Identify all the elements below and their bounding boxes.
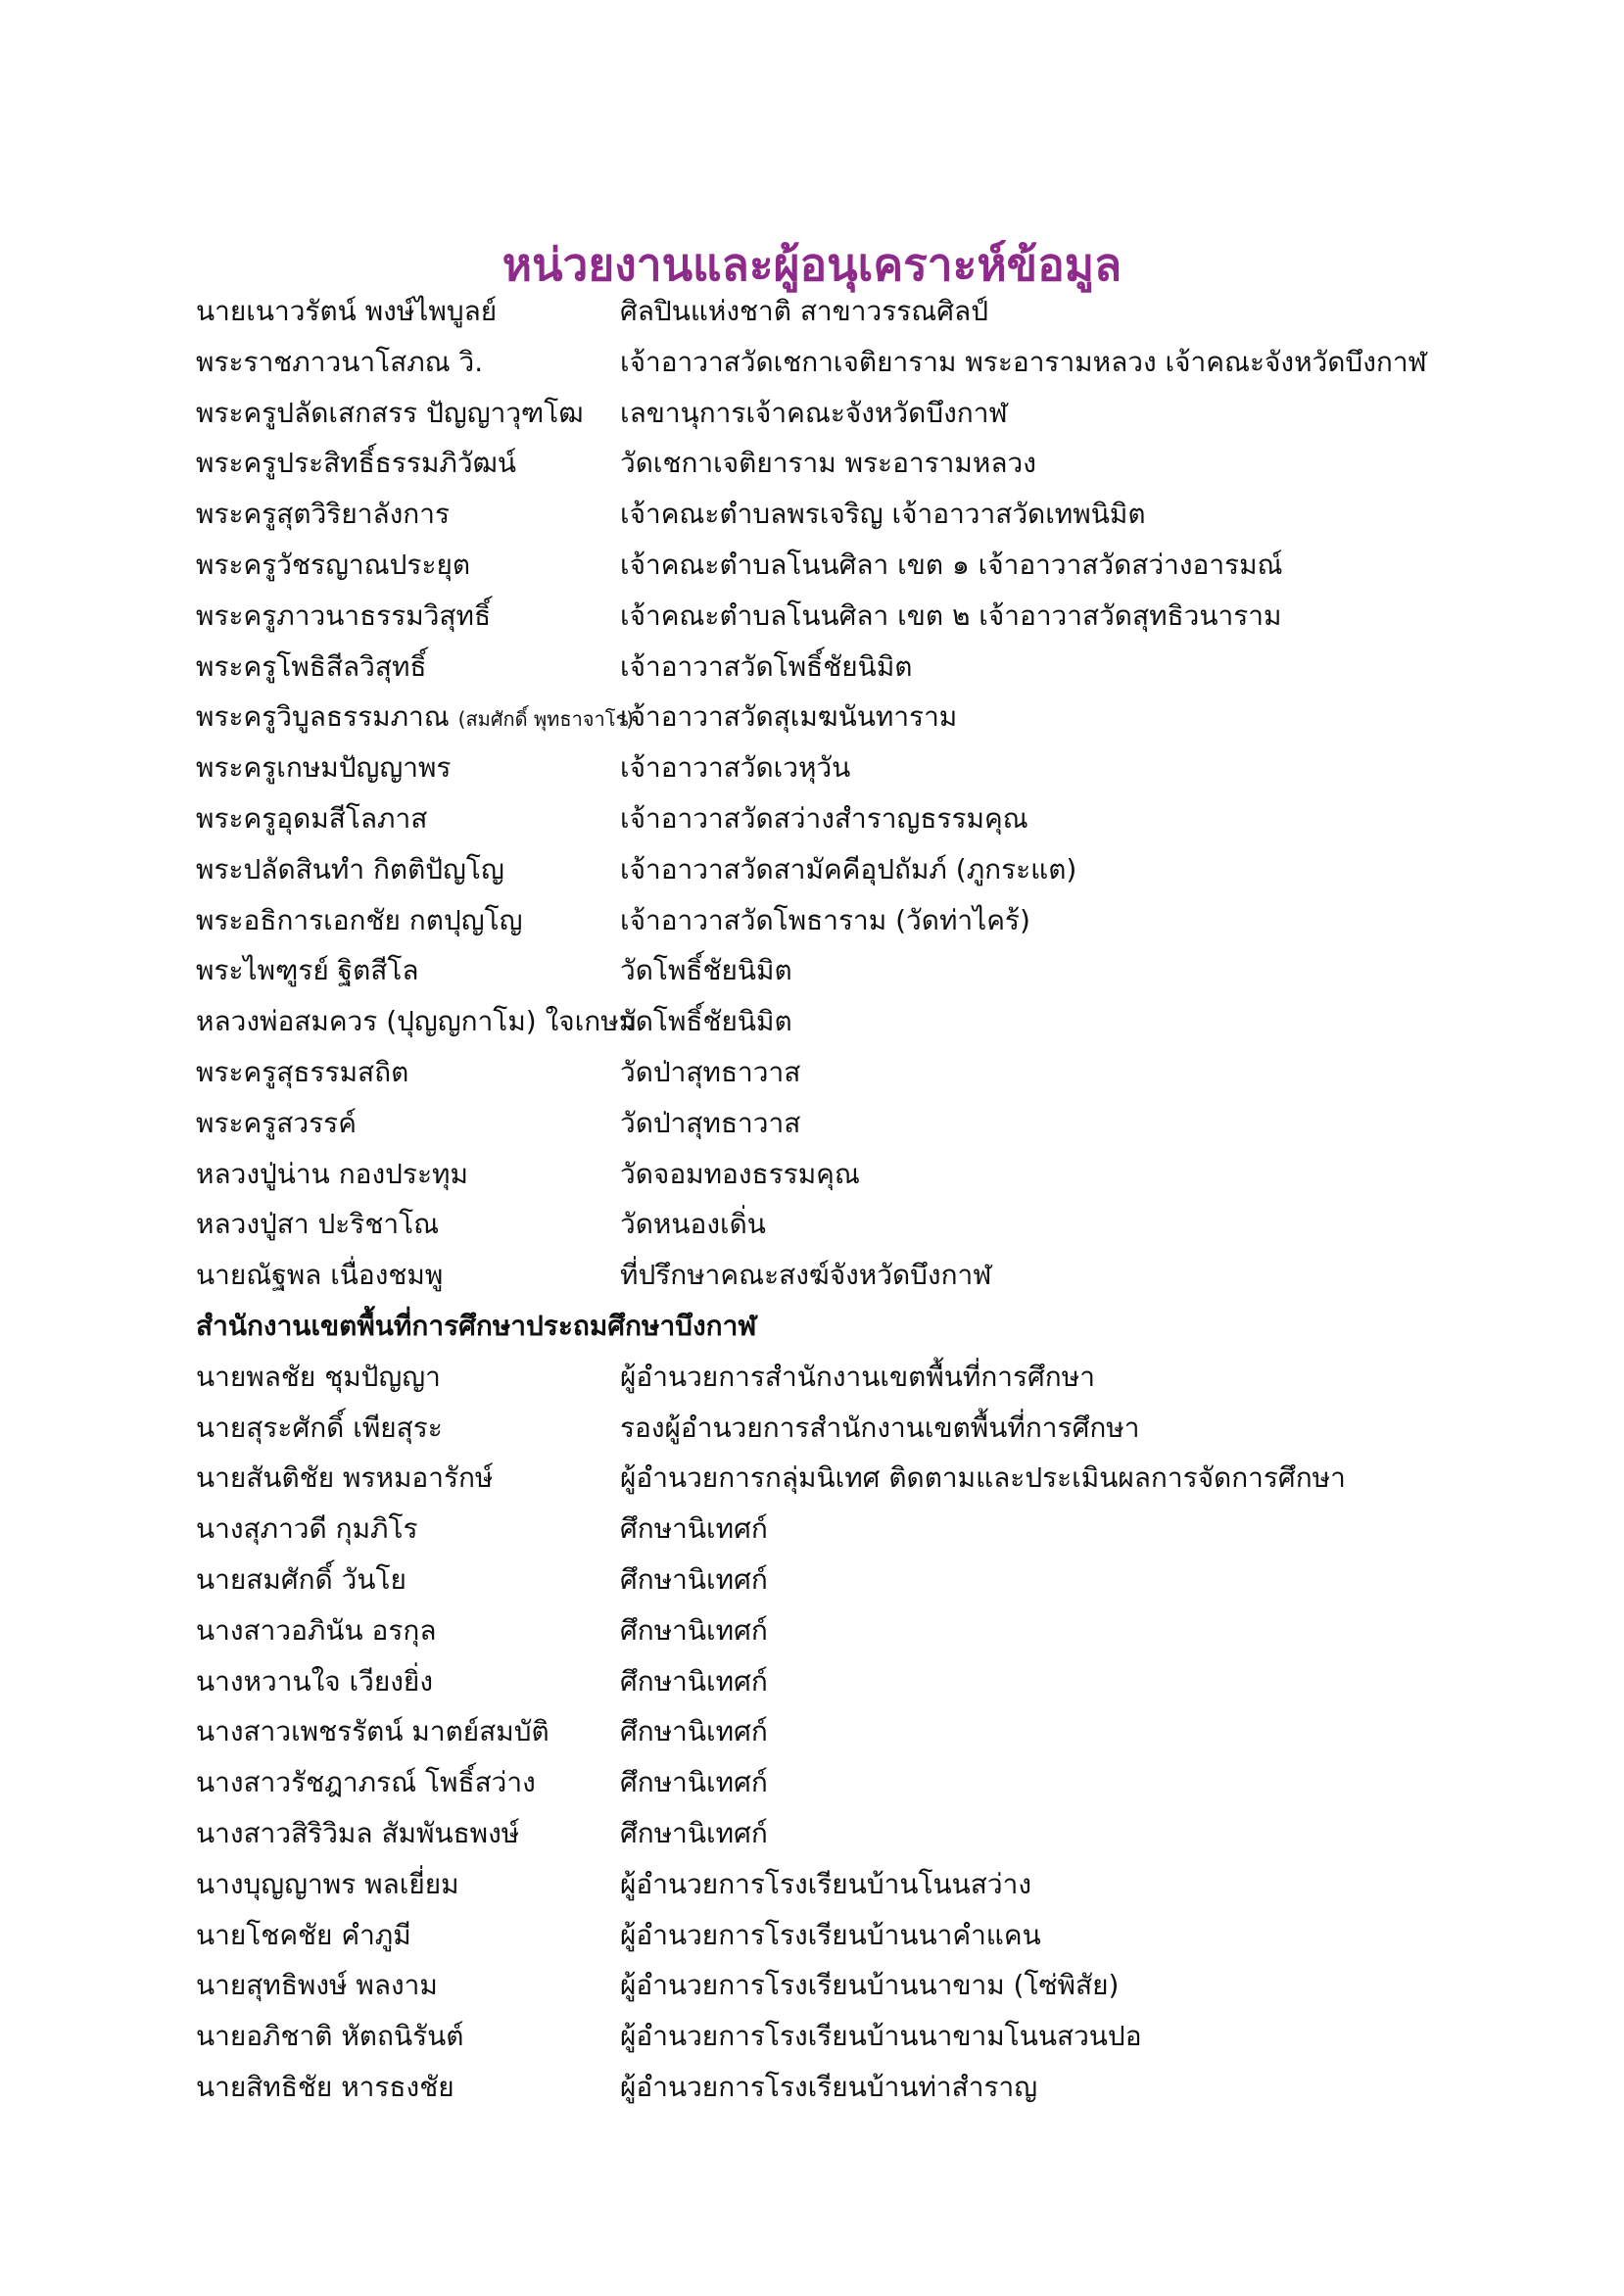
- contributor-name: [196, 793, 427, 844]
- contributor-name: [196, 286, 497, 337]
- contributor-name-text: พระอธิการเอกชัย กตปุญโญ: [196, 903, 523, 936]
- contributor-role: เจ้าอาวาสวัดสามัคคีอุปถัมภ์ (ภูกระแต): [620, 852, 1077, 885]
- contributor-role: ผู้อำนวยการโรงเรียนบ้านนาคำแคน: [620, 1918, 1041, 1951]
- contributor-role: เจ้าอาวาสวัดโพธิ์ชัยนิมิต: [620, 649, 913, 683]
- contributor-role: ศึกษานิเทศก์: [620, 1715, 768, 1748]
- contributor-row: [196, 2062, 1469, 2113]
- contributor-name-text: พระราชภาวนาโสภณ วิ.: [196, 345, 484, 378]
- contributor-role: เจ้าคณะตำบลโนนศิลา เขต ๒ เจ้าอาวาสวัดสุทธิวนาราม: [620, 598, 1282, 632]
- contributor-name: [196, 1757, 536, 1808]
- contributor-row: [196, 1706, 1469, 1757]
- contributor-name: [196, 1706, 549, 1757]
- contributor-name-text: พระครูสวรรค์: [196, 1106, 357, 1139]
- contributor-name-text: พระครูวัชรญาณประยุต: [196, 548, 471, 581]
- contributor-name-text: หลวงปู่สา ปะริชาโณ: [196, 1208, 440, 1241]
- contributor-role: ศิลปินแห่งชาติ สาขาวรรณศิลป์: [620, 295, 988, 327]
- contributor-row: [196, 2011, 1469, 2062]
- contributor-role: ศึกษานิเทศก์: [620, 1562, 768, 1596]
- contributor-name: [196, 1352, 441, 1403]
- contributor-name-text: พระครูอุดมสีโลภาส: [196, 801, 428, 835]
- contributor-row: [196, 337, 1469, 388]
- contributor-group-clergy: [196, 286, 1469, 1301]
- contributor-name-text: นางสาวรัชฎาภรณ์ โพธิ์สว่าง: [196, 1766, 536, 1799]
- contributor-row: [196, 1403, 1469, 1454]
- contributor-name: [196, 895, 522, 946]
- contributor-name-text: พระครูปลัดเสกสรร ปัญญาวุฑโฒ: [196, 396, 584, 429]
- contributor-role: วัดป่าสุทธาวาส: [620, 1055, 801, 1088]
- contributor-row: [196, 692, 1469, 742]
- contributor-name-text: นายณัฐพล เนื่องชมพู: [196, 1259, 444, 1292]
- contributor-row: [196, 742, 1469, 793]
- contributor-row: [196, 1656, 1469, 1707]
- contributor-name-text: พระครูประสิทธิ์ธรรมภิวัฒน์: [196, 447, 517, 480]
- contributor-row: [196, 1149, 1469, 1200]
- contributor-list: [196, 286, 1469, 2113]
- contributor-row: [196, 1808, 1469, 1859]
- contributor-name-text: นายเนาวรัตน์ พงษ์ไพบูลย์: [196, 295, 498, 327]
- contributor-name-text: นางสาวสิริวิมล สัมพันธพงษ์: [196, 1816, 520, 1849]
- contributor-role: รองผู้อำนวยการสำนักงานเขตพื้นที่การศึกษา: [620, 1411, 1140, 1444]
- contributor-name-text: พระครูสุตวิริยาลังการ: [196, 498, 451, 531]
- contributor-row: [196, 489, 1469, 540]
- contributor-row: [196, 591, 1469, 642]
- contributor-name: [196, 642, 427, 693]
- contributor-name: [196, 844, 504, 895]
- contributor-role: เจ้าอาวาสวัดโพธาราม (วัดท่าไคร้): [620, 903, 1030, 936]
- contributor-name-text: นายอภิชาติ หัตถนิรันต์: [196, 2020, 464, 2053]
- contributor-role: ผู้อำนวยการโรงเรียนบ้านโนนสว่าง: [620, 1867, 1031, 1900]
- contributor-role: ผู้อำนวยการกลุ่มนิเทศ ติดตามและประเมินผลการจัดการศึกษา: [620, 1461, 1346, 1495]
- contributor-row: [196, 1199, 1469, 1250]
- contributor-name-text: นายสิทธิชัย หารธงชัย: [196, 2070, 454, 2103]
- page-title: หน่วยงานและผู้อนุเคราะห์ข้อมูล: [502, 237, 1122, 291]
- contributor-role: ผู้อำนวยการโรงเรียนบ้านนาขาม (โซ่พิสัย): [620, 1969, 1120, 2002]
- contributor-row: [196, 1352, 1469, 1403]
- contributor-name-text: พระครูวิบูลธรรมภาณ: [196, 700, 450, 734]
- contributor-name-text: นายสุทธิพงษ์ พลงาม: [196, 1969, 438, 2002]
- contributor-role: ผู้อำนวยการสำนักงานเขตพื้นที่การศึกษา: [620, 1360, 1095, 1393]
- contributor-row: [196, 286, 1469, 337]
- contributor-name: [196, 1047, 408, 1098]
- contributor-name-text: หลวงปู่น่าน กองประทุม: [196, 1157, 468, 1190]
- contributor-name-text: นางสุภาวดี กุมภิโร: [196, 1512, 418, 1546]
- contributor-name: [196, 1605, 437, 1656]
- contributor-row: [196, 844, 1469, 895]
- contributor-row: [196, 388, 1469, 439]
- contributor-role: เจ้าอาวาสวัดเชกาเจติยาราม พระอารามหลวง เจ้าคณะจังหวัดบึงกาฬ: [620, 345, 1427, 378]
- contributor-name: [196, 1504, 418, 1555]
- contributor-row: [196, 1250, 1469, 1301]
- contributor-name-text: นางสาวเพชรรัตน์ มาตย์สมบัติ: [196, 1715, 549, 1748]
- contributor-name-text: นายพลชัย ชุมปัญญา: [196, 1360, 441, 1393]
- contributor-name: [196, 438, 516, 489]
- contributor-name-text: พระครูสุธรรมสถิต: [196, 1055, 409, 1088]
- contributor-name-text: พระปลัดสินทำ กิตติปัญโญ: [196, 852, 504, 885]
- contributor-role: เลขานุการเจ้าคณะจังหวัดบึงกาฬ: [620, 396, 1008, 429]
- contributor-name-text: นางบุญญาพร พลเยี่ยม: [196, 1867, 459, 1900]
- contributor-role: เจ้าอาวาสวัดสุเมฆนันทาราม: [620, 700, 958, 734]
- contributor-name: [196, 1859, 459, 1910]
- contributor-role: วัดป่าสุทธาวาส: [620, 1106, 801, 1139]
- contributor-role: วัดเชกาเจติยาราม พระอารามหลวง: [620, 447, 1036, 480]
- contributor-row: [196, 1605, 1469, 1656]
- contributor-name: [196, 742, 451, 793]
- contributor-name-text: หลวงพ่อสมควร (ปุญญกาโม) ใจเกษม: [196, 1005, 638, 1038]
- contributor-name-text: นายสมศักดิ์ วันโย: [196, 1562, 406, 1596]
- contributor-role: วัดหนองเดิ่น: [620, 1208, 766, 1241]
- contributor-name: [196, 489, 450, 540]
- contributor-name: [196, 1555, 406, 1605]
- contributor-role: ศึกษานิเทศก์: [620, 1613, 768, 1647]
- contributor-row: [196, 1098, 1469, 1149]
- contributor-row: [196, 996, 1469, 1047]
- contributor-row: [196, 1047, 1469, 1098]
- contributor-row: [196, 945, 1469, 996]
- contributor-row: [196, 1960, 1469, 2011]
- contributor-name: [196, 1808, 519, 1859]
- contributor-role: ศึกษานิเทศก์: [620, 1664, 768, 1698]
- contributor-role: เจ้าอาวาสวัดเวหุวัน: [620, 751, 851, 785]
- contributor-name: [196, 1149, 468, 1200]
- contributor-name: [196, 692, 634, 745]
- contributor-name-text: พระครูภาวนาธรรมวิสุทธิ์: [196, 598, 492, 632]
- contributor-name-text: พระครูโพธิสีลวิสุทธิ์: [196, 649, 427, 683]
- contributor-name: [196, 1098, 357, 1149]
- contributor-row: [196, 1504, 1469, 1555]
- contributor-name: [196, 1250, 443, 1301]
- contributor-name-text: พระไพฑูรย์ ฐิตสีโล: [196, 954, 419, 987]
- contributor-role: เจ้าคณะตำบลพรเจริญ เจ้าอาวาสวัดเทพนิมิต: [620, 498, 1146, 531]
- contributor-row: [196, 1757, 1469, 1808]
- contributor-name: [196, 1960, 438, 2011]
- contributor-name: [196, 2062, 454, 2113]
- contributor-role: ผู้อำนวยการโรงเรียนบ้านท่าสำราญ: [620, 2070, 1038, 2103]
- contributor-role: ศึกษานิเทศก์: [620, 1512, 768, 1546]
- contributor-row: [196, 1453, 1469, 1504]
- contributor-name: [196, 945, 419, 996]
- contributor-role: ศึกษานิเทศก์: [620, 1816, 768, 1849]
- contributor-name: [196, 591, 491, 642]
- contributor-role: วัดโพธิ์ชัยนิมิต: [620, 954, 792, 987]
- contributor-name: [196, 1910, 411, 1961]
- contributor-row: [196, 642, 1469, 693]
- contributor-name: [196, 1199, 439, 1250]
- contributor-name: [196, 1403, 443, 1454]
- contributor-name-text: นางสาวอภินัน อรกุล: [196, 1613, 437, 1647]
- contributor-role: เจ้าอาวาสวัดสว่างสำราญธรรมคุณ: [620, 801, 1028, 835]
- contributor-name: [196, 337, 483, 388]
- contributor-name-note: (สมศักดิ์ พุทธาจาโร): [457, 707, 635, 732]
- contributor-row: [196, 895, 1469, 946]
- contributor-row: [196, 540, 1469, 591]
- contributor-name-text: พระครูเกษมปัญญาพร: [196, 751, 452, 785]
- contributor-name-text: นายสันติชัย พรหมอารักษ์: [196, 1461, 494, 1495]
- contributor-row: [196, 438, 1469, 489]
- contributor-name-text: นางหวานใจ เวียงยิ่ง: [196, 1664, 434, 1698]
- section-heading: สำนักงานเขตพื้นที่การศึกษาประถมศึกษาบึงกาฬ: [196, 1309, 757, 1342]
- contributor-name: [196, 2011, 463, 2062]
- contributor-name: [196, 996, 637, 1047]
- contributor-name: [196, 540, 470, 591]
- contributor-name: [196, 1656, 433, 1707]
- contributor-row: [196, 1859, 1469, 1910]
- contributor-role: วัดจอมทองธรรมคุณ: [620, 1157, 860, 1190]
- contributor-row: [196, 793, 1469, 844]
- contributor-role: ศึกษานิเทศก์: [620, 1766, 768, 1799]
- contributor-role: ผู้อำนวยการโรงเรียนบ้านนาขามโนนสวนปอ: [620, 2020, 1142, 2053]
- contributor-name-text: นายโชคชัย คำภูมี: [196, 1918, 411, 1951]
- contributor-row: [196, 1555, 1469, 1605]
- contributor-role: เจ้าคณะตำบลโนนศิลา เขต ๑ เจ้าอาวาสวัดสว่างอารมณ์: [620, 548, 1283, 581]
- contributor-name: [196, 1453, 493, 1504]
- contributor-role: ที่ปรึกษาคณะสงฆ์จังหวัดบึงกาฬ: [620, 1259, 992, 1292]
- contributor-name: [196, 388, 584, 439]
- contributor-group-education-office: [196, 1352, 1469, 2113]
- contributor-role: วัดโพธิ์ชัยนิมิต: [620, 1005, 792, 1038]
- contributor-row: [196, 1910, 1469, 1961]
- contributor-name-text: นายสุระศักดิ์ เพียสุระ: [196, 1411, 443, 1444]
